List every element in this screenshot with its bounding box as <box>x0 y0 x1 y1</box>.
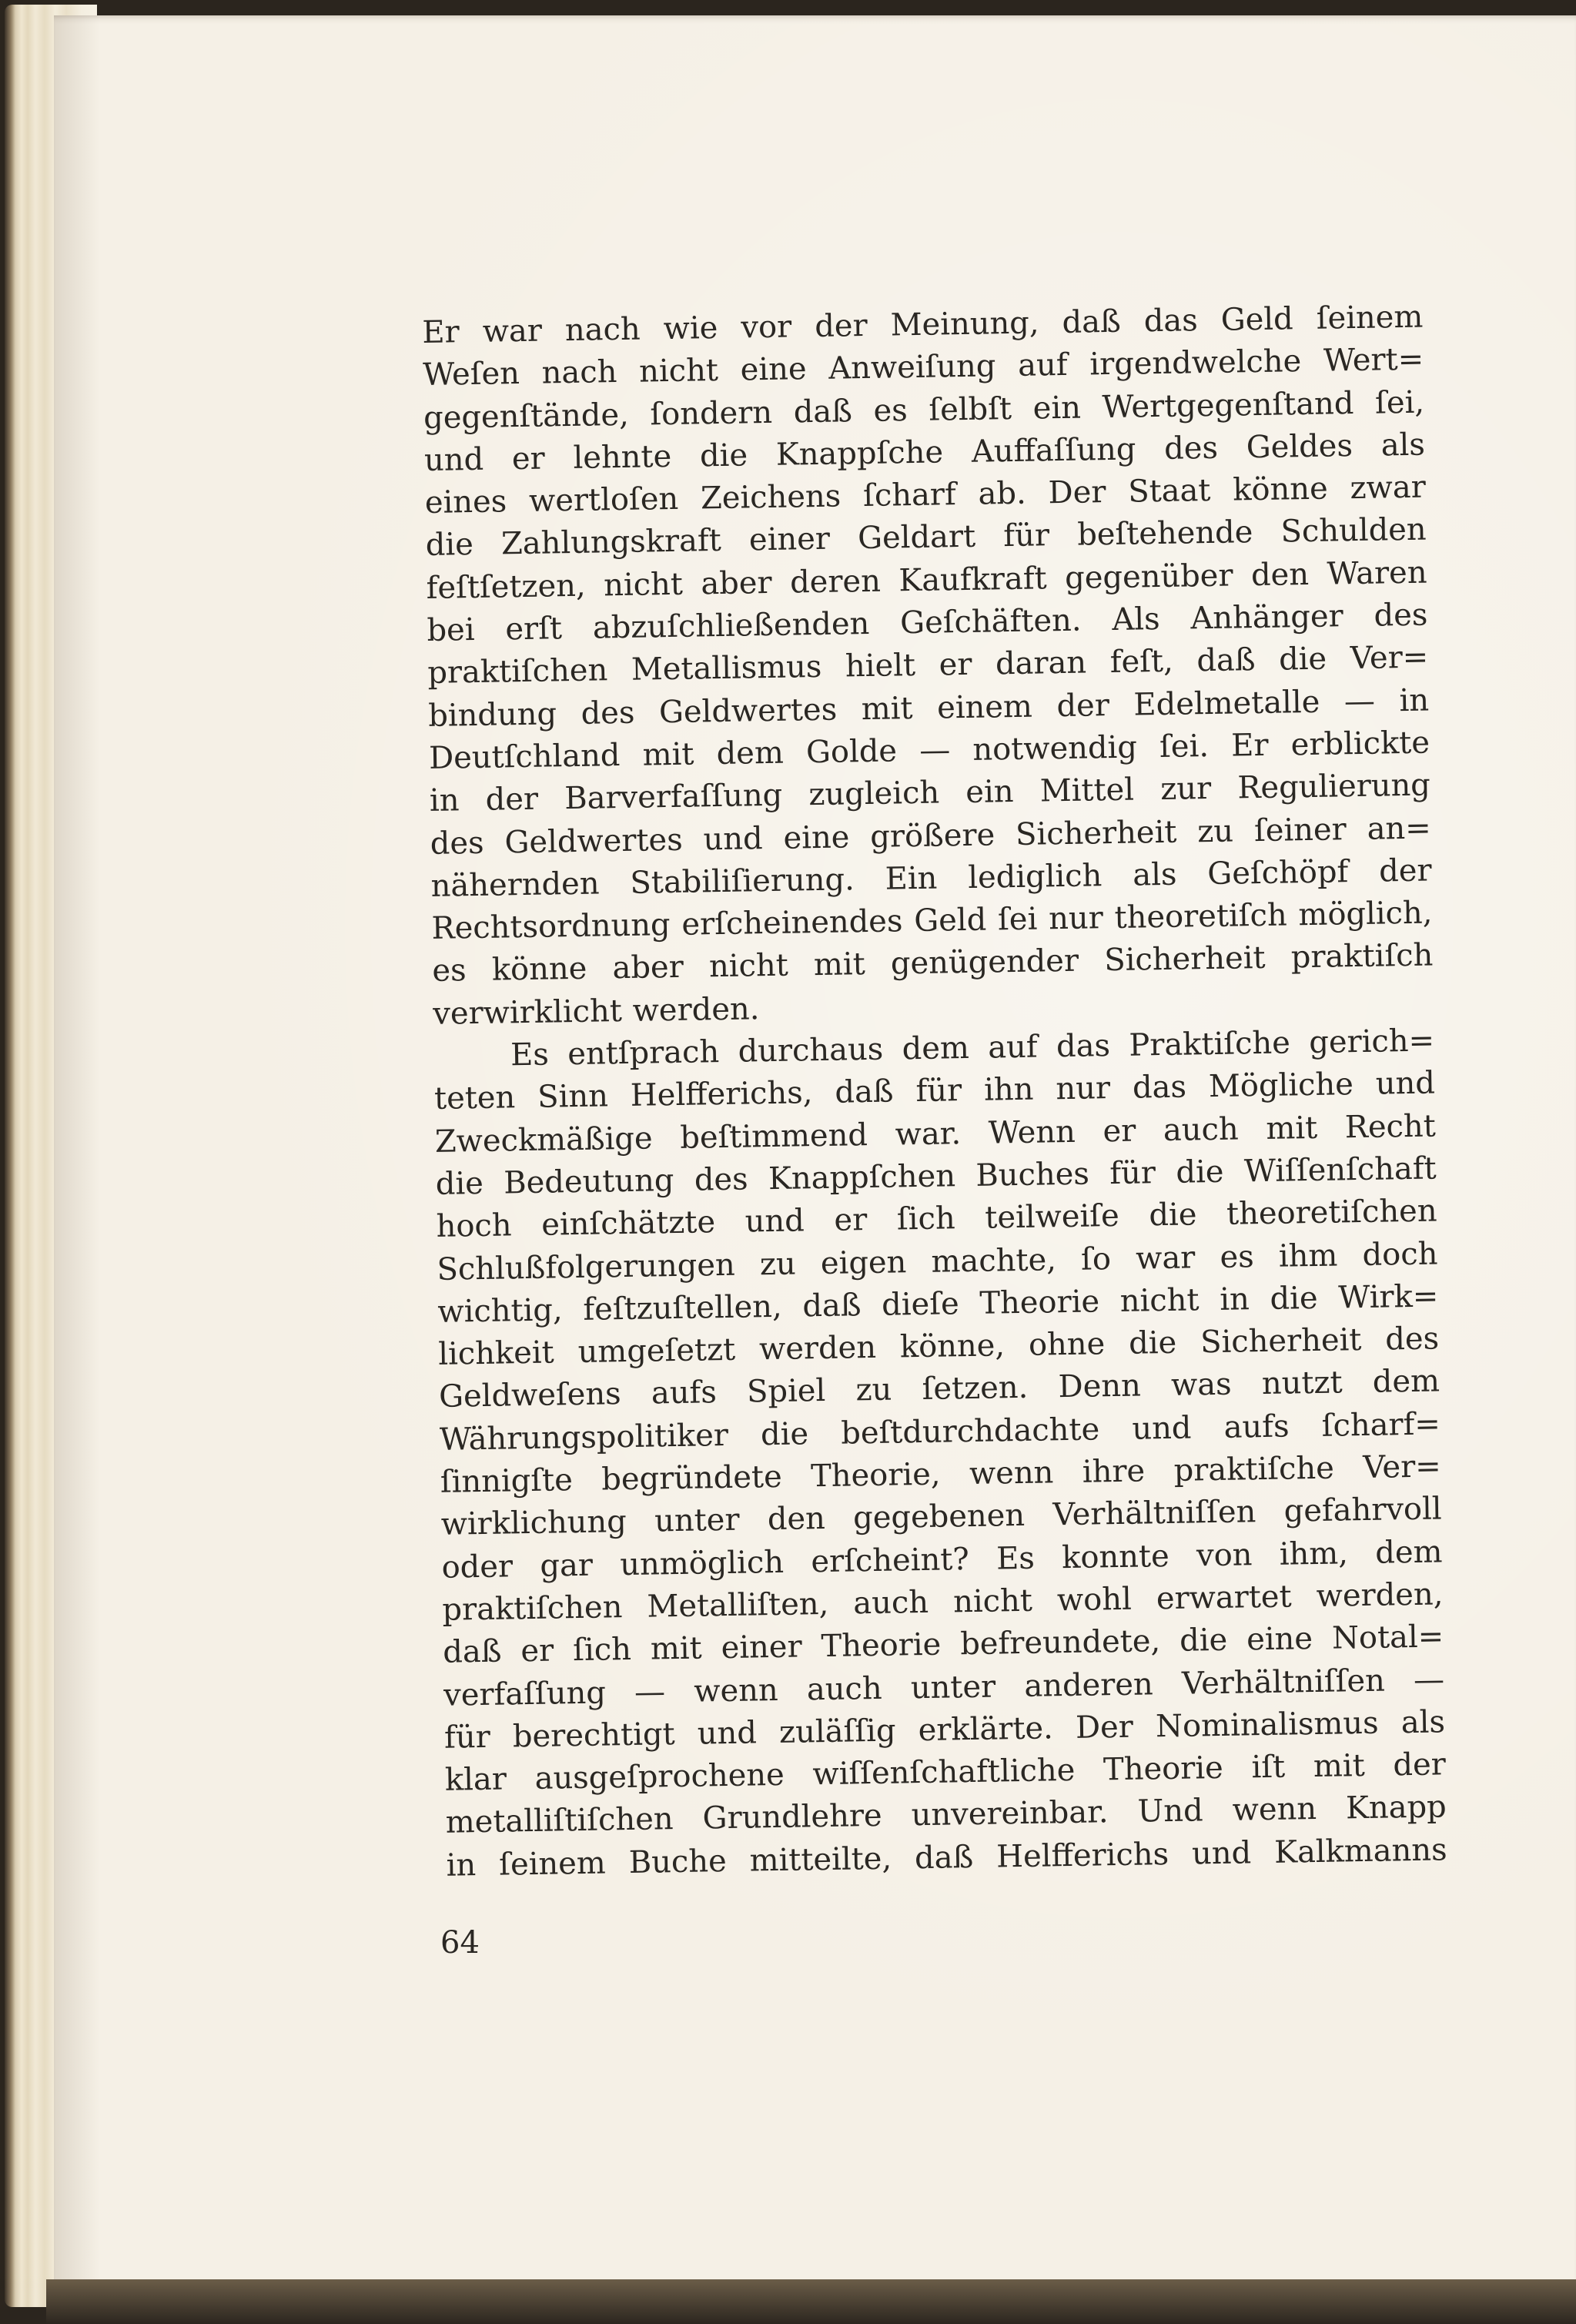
text-line: für berechtigt und zuläſſig erklärte. Der Nominalismus als <box>443 1704 1446 1756</box>
text-line: metalliſtiſchen Grundlehre unvereinbar. Und wenn Knapp <box>445 1789 1447 1841</box>
paragraph-1 <box>422 296 1434 1036</box>
text-line: gegenſtände, ſondern daß es ſelbſt ein Wertgegenſtand ſei, <box>423 384 1425 436</box>
text-line: hoch einſchätzte und er ſich teilweiſe die theoretiſchen <box>436 1193 1437 1245</box>
text-line: Rechtsordnung erſcheinendes Geld ſei nur theoretiſch möglich, <box>431 895 1433 947</box>
paragraph-2 <box>433 1020 1447 1887</box>
text-line: oder gar unmöglich erſcheint? Es konnte von ihm, dem <box>441 1533 1443 1586</box>
text-line: feſtſetzen, nicht aber deren Kaufkraft gegenüber den Waren <box>426 554 1427 606</box>
text-line: daß er ſich mit einer Theorie befreundete, die eine Notal= <box>442 1619 1444 1670</box>
text-line: praktiſchen Metallismus hielt er daran feſt, daß die Ver= <box>427 639 1429 692</box>
text-line: klar ausgeſprochene wiſſenſchaftliche Theorie iſt mit der <box>444 1746 1447 1798</box>
text-line: die Bedeutung des Knappſchen Buches für die Wiſſenſchaft <box>435 1150 1437 1202</box>
text-line: bindung des Geldwertes mit einem der Edelmetalle — in <box>427 682 1430 734</box>
text-line: Deutſchland mit dem Golde — notwendig ſei. Er erblickte <box>428 725 1430 776</box>
text-line: ſinnigſte begründete Theorie, wenn ihre praktiſche Ver= <box>440 1448 1442 1500</box>
text-line: Er war nach wie vor der Meinung, daß das Geld ſeinem <box>422 299 1424 350</box>
text-line: Es entſprach durchaus dem auf das Praktiſche gerich= <box>510 1023 1435 1073</box>
text-line: wichtig, feſtzuſtellen, daß dieſe Theorie nicht in die Wirk= <box>437 1278 1439 1330</box>
text-line: Zweckmäßige beſtimmend war. Wenn er auch mit Recht <box>434 1108 1437 1160</box>
text-line: die Zahlungskraft einer Geldart für beſtehende Schulden <box>425 512 1427 564</box>
text-line: des Geldwertes und eine größere Sicherheit zu ſeiner an= <box>430 810 1432 862</box>
text-line: Schlußfolgerungen zu eigen machte, ſo war es ihm doch <box>437 1235 1438 1288</box>
text-line: teten Sinn Helfferichs, daß für ihn nur das Mögliche und <box>433 1065 1436 1117</box>
text-line: bei erſt abzuſchließenden Geſchäften. Als Anhänger des <box>427 597 1428 649</box>
text-line: Geldweſens aufs Spiel zu ſetzen. Denn was nutzt dem <box>438 1363 1440 1415</box>
text-line: in ſeinem Buche mitteilte, daß Helfferichs und Kalkmanns <box>446 1832 1447 1884</box>
text-line: in der Barverfaſſung zugleich ein Mittel zur Regulierung <box>429 767 1431 819</box>
page-bottom-edge <box>46 2279 1576 2324</box>
text-line: verwirklicht werden. <box>432 990 760 1032</box>
body-text <box>422 296 1447 1887</box>
text-line: eines wertloſen Zeichens ſcharf ab. Der Staat könne zwar <box>424 469 1427 521</box>
text-line: Währungspolitiker die beſtdurchdachte und aufs ſcharf= <box>439 1406 1441 1458</box>
text-line: lichkeit umgeſetzt werden könne, ohne die Sicherheit des <box>437 1321 1440 1372</box>
text-line: nähernden Stabiliſierung. Ein lediglich als Geſchöpf der <box>430 852 1432 904</box>
text-line: und er lehnte die Knappſche Auffaſſung des Geldes als <box>423 427 1426 478</box>
page-number: 64 <box>440 1925 480 1961</box>
text-line: verfaſſung — wenn auch unter anderen Verhältniſſen — <box>443 1661 1445 1713</box>
text-line: es könne aber nicht mit genügender Sicherheit praktiſch <box>432 937 1434 990</box>
text-line: wirklichung unter den gegebenen Verhältniſſen gefahrvoll <box>440 1491 1442 1543</box>
text-line: Weſen nach nicht eine Anweiſung auf irgendwelche Wert= <box>422 341 1424 393</box>
text-line: praktiſchen Metalliſten, auch nicht wohl erwartet werden, <box>442 1576 1444 1628</box>
